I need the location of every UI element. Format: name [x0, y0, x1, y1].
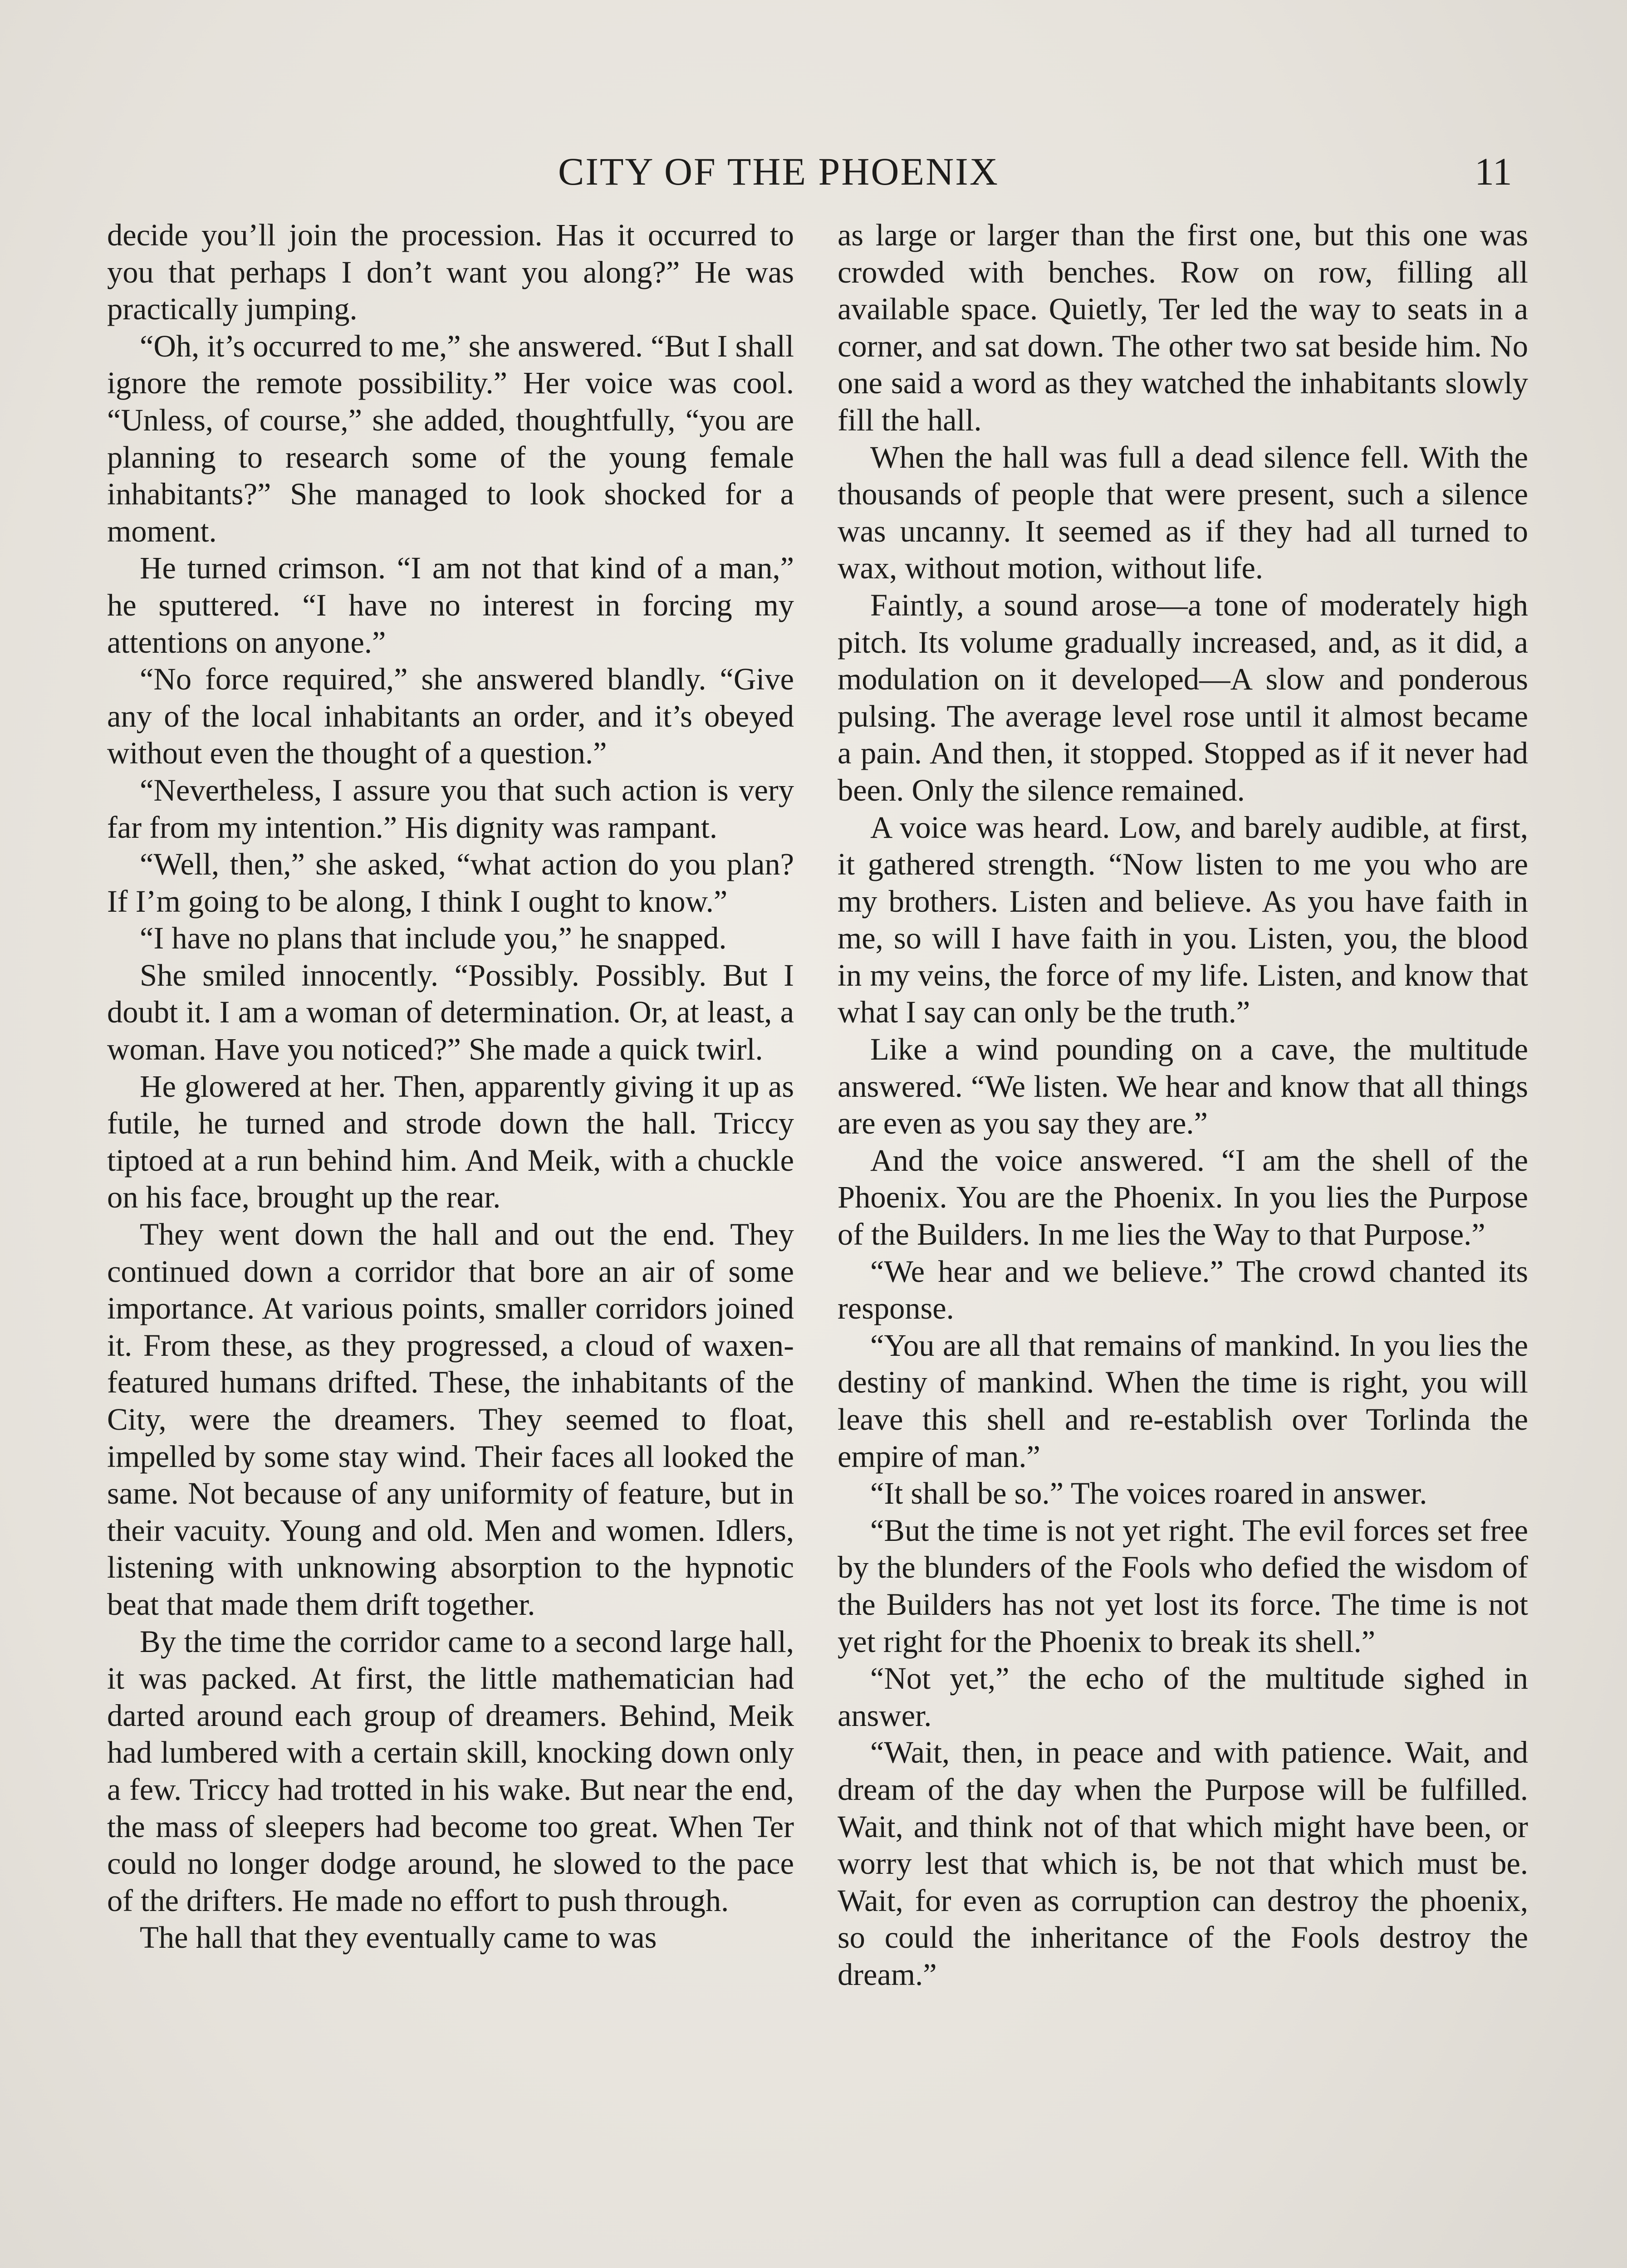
paragraph: “No force required,” she answered blandly. “Give any of the local inhabitants an order, and it’s obeyed without even the thought of a question.” — [107, 662, 794, 771]
paragraph: She smiled innocently. “Possibly. Possibly. But I doubt it. I am a woman of determination. Or, at least, a woman. Have you noticed?” She made a quick twirl. — [107, 958, 794, 1067]
running-head — [0, 144, 1627, 199]
paragraph: decide you’ll join the procession. Has it occurred to you that perhaps I don’t want you along?” He was practically jumping. — [107, 218, 794, 327]
paragraph: He glowered at her. Then, apparently giving it up as futile, he turned and strode down the hall. Triccy tiptoed at a run behind him. And Meik, with a chuckle on his face, brought up the rear. — [107, 1069, 794, 1215]
paragraph: Faintly, a sound arose—a tone of moderately high pitch. Its volume gradually increased, and, as it did, a modulation on it developed—A slow and ponderous pulsing. The average level rose until it almost became a pain. And then, it stopped. Stopped as if it never had been. Only the silence remained. — [838, 587, 1528, 807]
paragraph: He turned crimson. “I am not that kind of a man,” he sputtered. “I have no interest in forcing my attentions on anyone.” — [107, 551, 794, 660]
paragraph: “Not yet,” the echo of the multitude sighed in answer. — [838, 1661, 1528, 1733]
paragraph: Like a wind pounding on a cave, the multitude answered. “We listen. We hear and know that all things are even as you say they are.” — [838, 1032, 1528, 1141]
paragraph: “Wait, then, in peace and with patience. Wait, and dream of the day when the Purpose will be fulfilled. Wait, and think not of that which might have been, or worry lest that which is, be not that which must be. Wait, for even as corruption can destroy the phoenix, so could the inheritance of the Fools destroy the dream.” — [838, 1735, 1528, 1992]
paragraph: “But the time is not yet right. The evil forces set free by the blunders of the Fools who defied the wisdom of the Builders has not yet lost its force. The time is not yet right for the Phoenix to break its shell.” — [838, 1513, 1528, 1659]
paragraph: “You are all that remains of mankind. In you lies the destiny of mankind. When the time is right, you will leave this shell and re-establish over Torlinda the empire of man.” — [838, 1328, 1528, 1474]
paragraph: as large or larger than the first one, but this one was crowded with benches. Row on row, filling all available space. Quietly, Ter led the way to seats in a corner, and sat down. The other two sat beside him. No one said a word as they watched the inhabitants slowly fill the hall. — [838, 218, 1528, 437]
paragraph: “It shall be so.” The voices roared in answer. — [870, 1476, 1427, 1511]
running-title: CITY OF THE PHOENIX — [558, 150, 999, 193]
paragraph: “Oh, it’s occurred to me,” she answered. “But I shall ignore the remote possibility.” Her voice was cool. “Unless, of course,” she added, thoughtfully, “you are planning to research some of the young female inhabitants?” She managed to look shocked for a moment. — [107, 328, 794, 548]
paragraph: “Nevertheless, I assure you that such action is very far from my intention.” His dignity was rampant. — [107, 772, 794, 845]
paragraph: “Well, then,” she asked, “what action do you plan? If I’m going to be along, I think I ought to know.” — [107, 847, 794, 919]
right-column — [838, 217, 1528, 1994]
paragraph: When the hall was full a dead silence fell. With the thousands of people that were present, such a silence was uncanny. It seemed as if they had all turned to wax, without motion, without life. — [838, 440, 1528, 586]
paragraph: “We hear and we believe.” The crowd chanted its response. — [838, 1254, 1528, 1326]
paragraph: They went down the hall and out the end. They continued down a corridor that bore an air of some importance. At various points, smaller corridors joined it. From these, as they progressed, a cloud of waxen-featured humans drifted. These, the inhabitants of the City, were the dreamers. They seemed to float, impelled by some stay wind. Their faces all looked the same. Not because of any uniformity of feature, but in their vacuity. Young and old. Men and women. Idlers, listening with unknowing absorption to the hypnotic beat that made them drift together. — [107, 1217, 794, 1622]
paragraph: A voice was heard. Low, and barely audible, at first, it gathered strength. “Now listen to me you who are my brothers. Listen and believe. As you have faith in me, so will I have faith in you. Listen, you, the blood in my veins, the force of my life. Listen, and know that what I say can only be the truth.” — [838, 810, 1528, 1030]
paragraph: “I have no plans that include you,” he snapped. — [140, 921, 727, 956]
left-column — [107, 217, 794, 1956]
paragraph: The hall that they eventually came to was — [140, 1920, 657, 1955]
paragraph: By the time the corridor came to a second large hall, it was packed. At first, the little mathematician had darted around each group of dreamers. Behind, Meik had lumbered with a certain skill, knocking down only a few. Triccy had trotted in his wake. But near the end, the mass of sleepers had become too great. When Ter could no longer dodge around, he slowed to the pace of the drifters. He made no effort to push through. — [107, 1624, 794, 1918]
page-number: 11 — [1475, 150, 1512, 193]
paragraph: And the voice answered. “I am the shell of the Phoenix. You are the Phoenix. In you lies the Purpose of the Builders. In me lies the Way to that Purpose.” — [838, 1143, 1528, 1252]
